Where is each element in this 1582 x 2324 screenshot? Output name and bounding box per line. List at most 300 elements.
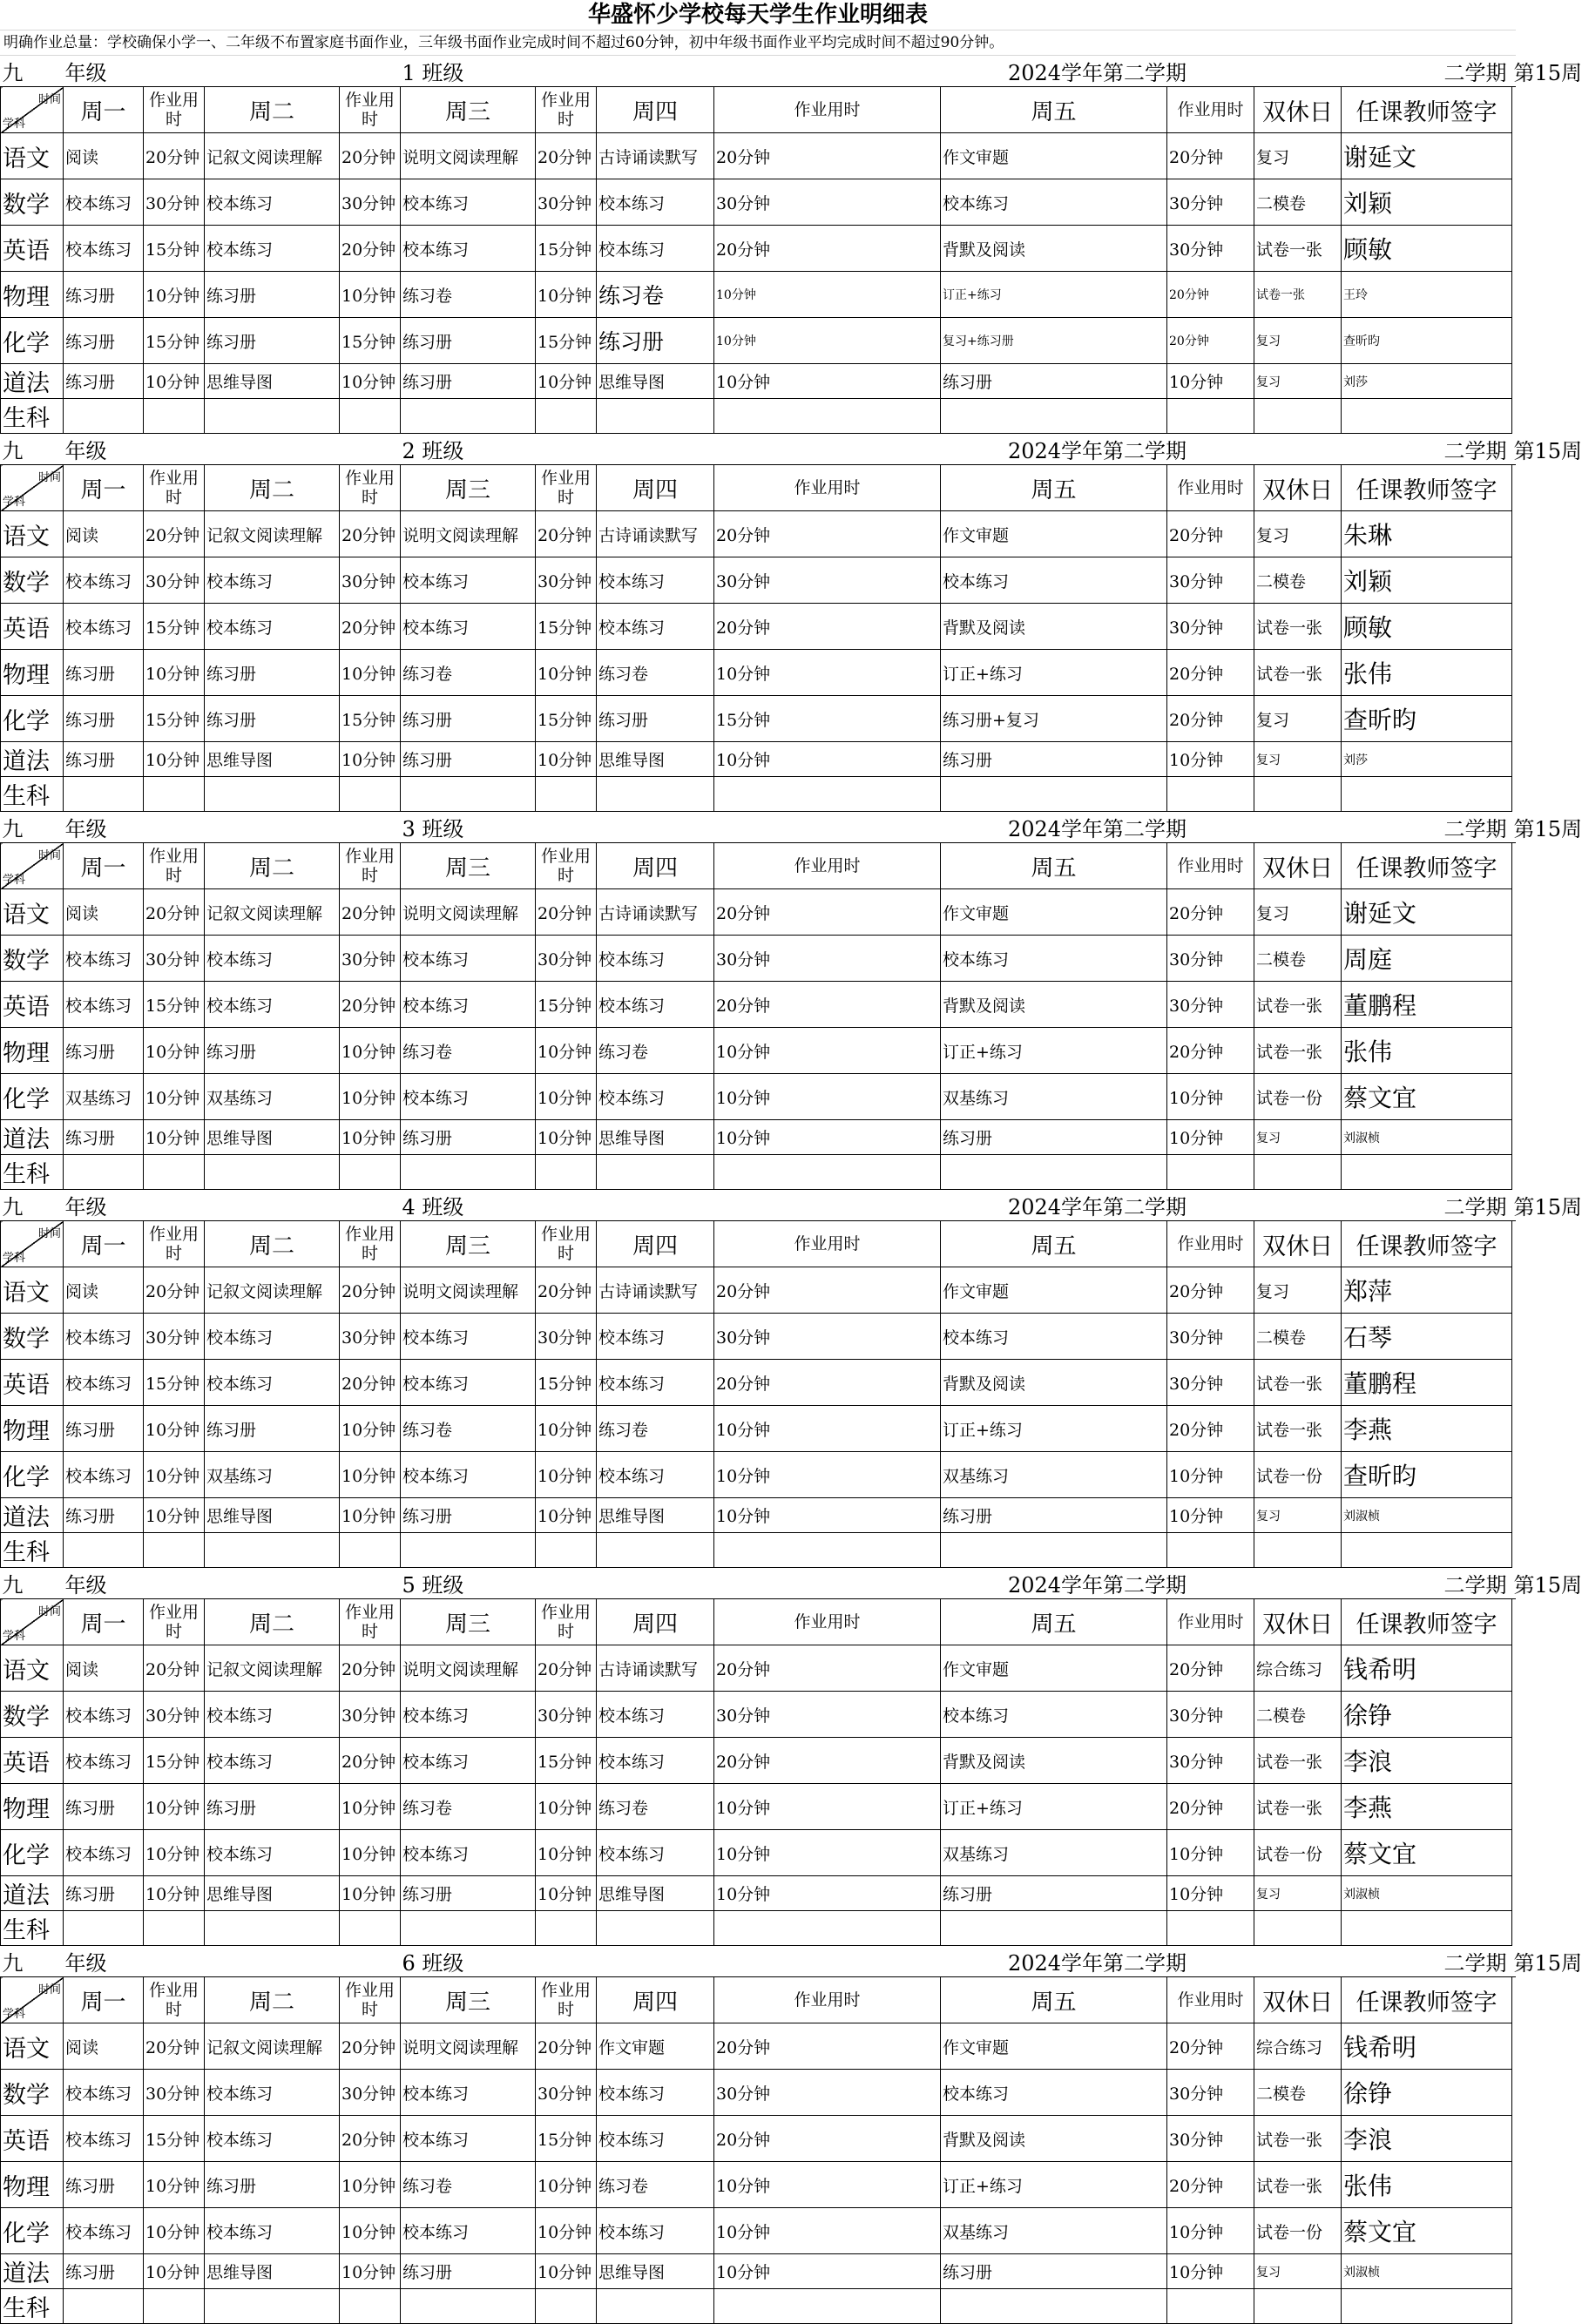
weekend-task: 试卷一张	[1254, 2162, 1342, 2208]
wed-task: 校本练习	[401, 1360, 536, 1406]
weekend-task: 复习	[1254, 1267, 1342, 1314]
fri-time: 20分钟	[1167, 511, 1254, 557]
wed-task: 校本练习	[401, 226, 536, 272]
tue-task: 校本练习	[205, 2070, 340, 2116]
header-hw-time: 作业用时	[714, 843, 941, 889]
grade-word: 年级	[64, 56, 144, 87]
class-table	[0, 1568, 1582, 1946]
thu-time: 10分钟	[714, 742, 941, 777]
mon-time	[144, 2289, 205, 2324]
fri-time: 10分钟	[1167, 364, 1254, 399]
wed-task: 校本练习	[401, 2070, 536, 2116]
tue-task: 双基练习	[205, 1452, 340, 1498]
fri-task: 练习册	[941, 1120, 1167, 1155]
teacher-sign: 李燕	[1342, 1406, 1512, 1452]
subject-name: 数学	[1, 936, 64, 982]
teacher-sign: 张伟	[1342, 650, 1512, 696]
teacher-sign: 谢延文	[1342, 133, 1512, 179]
teacher-sign: 刘颖	[1342, 557, 1512, 604]
mon-task: 校本练习	[64, 557, 144, 604]
mon-time: 20分钟	[144, 133, 205, 179]
tue-time: 10分钟	[340, 2162, 401, 2208]
subject-row	[1, 1876, 1517, 1911]
mon-task: 校本练习	[64, 1360, 144, 1406]
fri-time: 20分钟	[1167, 318, 1254, 364]
weekend-task: 二模卷	[1254, 2070, 1342, 2116]
wed-task: 校本练习	[401, 179, 536, 226]
subject-row	[1, 2254, 1517, 2289]
header-thu: 周四	[597, 843, 714, 889]
header-thu: 周四	[597, 465, 714, 511]
mon-task: 校本练习	[64, 1452, 144, 1498]
subject-name: 英语	[1, 2116, 64, 2162]
weekend-task: 复习	[1254, 742, 1342, 777]
wed-task	[401, 2289, 536, 2324]
mon-task: 校本练习	[64, 936, 144, 982]
weekend-task: 复习	[1254, 1876, 1342, 1911]
thu-time: 20分钟	[714, 1360, 941, 1406]
tue-time	[340, 777, 401, 812]
class-label: 2 班级	[401, 434, 597, 465]
thu-task: 练习卷	[597, 1406, 714, 1452]
wed-time	[536, 777, 597, 812]
subject-row	[1, 1784, 1517, 1830]
subject-name: 物理	[1, 2162, 64, 2208]
wed-task: 练习卷	[401, 272, 536, 318]
teacher-sign: 刘颖	[1342, 179, 1512, 226]
wed-task: 校本练习	[401, 2116, 536, 2162]
class-label: 5 班级	[401, 1568, 597, 1599]
tue-time	[340, 1155, 401, 1190]
mon-task	[64, 1155, 144, 1190]
thu-task: 思维导图	[597, 364, 714, 399]
corner-time: 时间	[37, 93, 61, 106]
mon-time: 15分钟	[144, 318, 205, 364]
mon-task: 练习册	[64, 2162, 144, 2208]
fri-task: 校本练习	[941, 1314, 1167, 1360]
subject-row	[1, 272, 1517, 318]
tue-time: 20分钟	[340, 511, 401, 557]
header-teacher-sign: 任课教师签字	[1342, 1599, 1512, 1645]
thu-task: 校本练习	[597, 226, 714, 272]
thu-task: 校本练习	[597, 1692, 714, 1738]
header-hw-time: 作业用时	[340, 1977, 401, 2023]
corner-subject: 学科	[3, 874, 26, 887]
weekend-task: 二模卷	[1254, 936, 1342, 982]
tue-task: 校本练习	[205, 2116, 340, 2162]
wed-time: 10分钟	[536, 2254, 597, 2289]
wed-time: 30分钟	[536, 1314, 597, 1360]
fri-time: 30分钟	[1167, 1314, 1254, 1360]
thu-time: 20分钟	[714, 1645, 941, 1692]
thu-time: 10分钟	[714, 1452, 941, 1498]
thu-task: 练习卷	[597, 272, 714, 318]
thu-task: 古诗诵读默写	[597, 133, 714, 179]
header-fri: 周五	[941, 1599, 1167, 1645]
thu-task: 练习卷	[597, 1028, 714, 1074]
thu-task: 古诗诵读默写	[597, 1645, 714, 1692]
thu-time: 10分钟	[714, 364, 941, 399]
wed-time: 30分钟	[536, 557, 597, 604]
tue-task: 练习册	[205, 696, 340, 742]
weekend-task: 复习	[1254, 1120, 1342, 1155]
wed-time: 15分钟	[536, 226, 597, 272]
weekend-task: 复习	[1254, 133, 1342, 179]
subject-row	[1, 1314, 1517, 1360]
teacher-sign: 徐铮	[1342, 1692, 1512, 1738]
thu-time: 20分钟	[714, 1738, 941, 1784]
mon-task: 校本练习	[64, 179, 144, 226]
wed-task: 练习册	[401, 2254, 536, 2289]
tue-time	[340, 1911, 401, 1946]
thu-time: 10分钟	[714, 1074, 941, 1120]
header-hw-time: 作业用时	[340, 843, 401, 889]
mon-time: 10分钟	[144, 364, 205, 399]
mon-time	[144, 777, 205, 812]
tue-task: 练习册	[205, 1028, 340, 1074]
tue-time: 10分钟	[340, 2254, 401, 2289]
subject-row	[1, 557, 1517, 604]
tue-task: 记叙文阅读理解	[205, 1267, 340, 1314]
weekend-task	[1254, 2289, 1342, 2324]
wed-time: 10分钟	[536, 2162, 597, 2208]
thu-task: 古诗诵读默写	[597, 511, 714, 557]
header-wed: 周三	[401, 1221, 536, 1267]
tue-time: 30分钟	[340, 1692, 401, 1738]
thu-time: 15分钟	[714, 696, 941, 742]
grade-word: 年级	[64, 1946, 144, 1977]
thu-time: 20分钟	[714, 2023, 941, 2070]
subject-name: 生科	[1, 2289, 64, 2324]
tue-time: 10分钟	[340, 1498, 401, 1533]
fri-time: 30分钟	[1167, 604, 1254, 650]
thu-task: 练习卷	[597, 2162, 714, 2208]
fri-time: 10分钟	[1167, 1452, 1254, 1498]
subject-name: 语文	[1, 133, 64, 179]
year-term: 2024学年第二学期	[941, 812, 1254, 843]
wed-time: 10分钟	[536, 2208, 597, 2254]
thu-task	[597, 1155, 714, 1190]
class-table	[0, 812, 1582, 1190]
mon-task: 练习册	[64, 364, 144, 399]
header-hw-time: 作业用时	[714, 1599, 941, 1645]
weekend-task: 复习	[1254, 696, 1342, 742]
subject-row	[1, 511, 1517, 557]
mon-time: 10分钟	[144, 2162, 205, 2208]
mon-time: 10分钟	[144, 650, 205, 696]
tue-task	[205, 777, 340, 812]
weekend-task: 试卷一张	[1254, 982, 1342, 1028]
wed-time: 20分钟	[536, 2023, 597, 2070]
corner-subject: 学科	[3, 496, 26, 509]
header-hw-time: 作业用时	[340, 1599, 401, 1645]
fri-time: 10分钟	[1167, 1876, 1254, 1911]
tue-time: 10分钟	[340, 1784, 401, 1830]
wed-task: 练习册	[401, 1498, 536, 1533]
fri-task: 订正+练习	[941, 272, 1167, 318]
subject-name: 道法	[1, 742, 64, 777]
fri-time: 10分钟	[1167, 2254, 1254, 2289]
wed-task: 校本练习	[401, 982, 536, 1028]
header-tue: 周二	[205, 87, 340, 133]
subject-row	[1, 2070, 1517, 2116]
header-hw-time: 作业用时	[340, 1221, 401, 1267]
fri-task	[941, 2289, 1167, 2324]
subject-row	[1, 1452, 1517, 1498]
mon-task: 校本练习	[64, 604, 144, 650]
corner-time: 时间	[37, 1983, 61, 1996]
fri-task: 校本练习	[941, 179, 1167, 226]
teacher-sign: 朱琳	[1342, 511, 1512, 557]
thu-time	[714, 1911, 941, 1946]
fri-task: 背默及阅读	[941, 2116, 1167, 2162]
header-weekend: 双休日	[1254, 465, 1342, 511]
weekend-task: 二模卷	[1254, 1314, 1342, 1360]
thu-time: 30分钟	[714, 2070, 941, 2116]
wed-time: 10分钟	[536, 1876, 597, 1911]
weekend-task: 二模卷	[1254, 1692, 1342, 1738]
thu-task: 思维导图	[597, 1120, 714, 1155]
fri-task: 双基练习	[941, 2208, 1167, 2254]
thu-time	[714, 399, 941, 434]
subject-row	[1, 777, 1517, 812]
subject-name: 物理	[1, 1028, 64, 1074]
tue-time: 30分钟	[340, 2070, 401, 2116]
tue-task: 练习册	[205, 272, 340, 318]
mon-time	[144, 1155, 205, 1190]
thu-task: 校本练习	[597, 1738, 714, 1784]
mon-time: 10分钟	[144, 1830, 205, 1876]
teacher-sign: 顾敏	[1342, 226, 1512, 272]
subject-name: 物理	[1, 272, 64, 318]
tue-task: 练习册	[205, 1784, 340, 1830]
header-thu: 周四	[597, 87, 714, 133]
header-fri: 周五	[941, 1221, 1167, 1267]
mon-task: 校本练习	[64, 982, 144, 1028]
header-hw-time: 作业用时	[1167, 1977, 1254, 2023]
wed-task: 校本练习	[401, 1314, 536, 1360]
thu-time: 10分钟	[714, 1876, 941, 1911]
wed-task: 校本练习	[401, 1692, 536, 1738]
wed-task: 练习册	[401, 318, 536, 364]
header-mon: 周一	[64, 1221, 144, 1267]
thu-task: 校本练习	[597, 1314, 714, 1360]
mon-time: 20分钟	[144, 511, 205, 557]
wed-task: 练习卷	[401, 1406, 536, 1452]
wed-time: 20分钟	[536, 889, 597, 936]
class-blocks	[0, 56, 1582, 2324]
wed-time: 10分钟	[536, 1452, 597, 1498]
wed-task: 校本练习	[401, 1738, 536, 1784]
fri-time: 20分钟	[1167, 272, 1254, 318]
subject-name: 化学	[1, 1830, 64, 1876]
policy-note: 明确作业总量：学校确保小学一、二年级不布置家庭书面作业，三年级书面作业完成时间不超过60分钟，初中年级书面作业平均完成时间不超过90分钟。	[0, 30, 1516, 56]
thu-task: 练习册	[597, 318, 714, 364]
thu-time: 10分钟	[714, 1120, 941, 1155]
tue-task: 双基练习	[205, 1074, 340, 1120]
header-wed: 周三	[401, 1977, 536, 2023]
corner-time: 时间	[37, 1227, 61, 1240]
tue-time: 10分钟	[340, 1028, 401, 1074]
header-teacher-sign: 任课教师签字	[1342, 1977, 1512, 2023]
fri-time: 20分钟	[1167, 1406, 1254, 1452]
subject-name: 英语	[1, 1360, 64, 1406]
wed-time: 10分钟	[536, 1028, 597, 1074]
corner-subject: 学科	[3, 1630, 26, 1643]
subject-name: 语文	[1, 889, 64, 936]
wed-time	[536, 2289, 597, 2324]
thu-time: 30分钟	[714, 936, 941, 982]
fri-time: 20分钟	[1167, 650, 1254, 696]
fri-task: 练习册	[941, 1876, 1167, 1911]
tue-time: 10分钟	[340, 1120, 401, 1155]
wed-time: 10分钟	[536, 1498, 597, 1533]
header-hw-time: 作业用时	[1167, 1221, 1254, 1267]
subject-row	[1, 936, 1517, 982]
weekend-task: 试卷一张	[1254, 1028, 1342, 1074]
tue-time: 20分钟	[340, 1738, 401, 1784]
grade-value: 九	[1, 812, 64, 843]
subject-row	[1, 982, 1517, 1028]
fri-time	[1167, 1533, 1254, 1568]
fri-task: 订正+练习	[941, 1784, 1167, 1830]
tue-time	[340, 2289, 401, 2324]
corner-cell	[1, 1221, 64, 1267]
mon-task	[64, 777, 144, 812]
fri-task: 作文审题	[941, 1267, 1167, 1314]
mon-time: 10分钟	[144, 1452, 205, 1498]
thu-time: 10分钟	[714, 1028, 941, 1074]
header-thu: 周四	[597, 1977, 714, 2023]
tue-task	[205, 1155, 340, 1190]
tue-time: 30分钟	[340, 1314, 401, 1360]
tue-task	[205, 2289, 340, 2324]
thu-time: 20分钟	[714, 604, 941, 650]
weekend-task: 复习	[1254, 889, 1342, 936]
thu-time: 30分钟	[714, 1692, 941, 1738]
header-fri: 周五	[941, 1977, 1167, 2023]
subject-row	[1, 650, 1517, 696]
fri-task: 背默及阅读	[941, 1360, 1167, 1406]
subject-row	[1, 133, 1517, 179]
wed-task: 练习卷	[401, 650, 536, 696]
wed-time: 30分钟	[536, 936, 597, 982]
mon-time: 30分钟	[144, 179, 205, 226]
mon-time: 30分钟	[144, 2070, 205, 2116]
grade-value: 九	[1, 434, 64, 465]
mon-task: 练习册	[64, 1406, 144, 1452]
wed-time	[536, 1911, 597, 1946]
fri-task: 双基练习	[941, 1830, 1167, 1876]
teacher-sign: 刘淑桢	[1342, 1498, 1512, 1533]
header-hw-time: 作业用时	[536, 1599, 597, 1645]
fri-time: 10分钟	[1167, 1830, 1254, 1876]
thu-time: 10分钟	[714, 2208, 941, 2254]
mon-time: 30分钟	[144, 1692, 205, 1738]
header-tue: 周二	[205, 1977, 340, 2023]
thu-task: 思维导图	[597, 1876, 714, 1911]
tue-task: 校本练习	[205, 1692, 340, 1738]
weekend-task: 试卷一张	[1254, 650, 1342, 696]
weekend-task: 试卷一张	[1254, 2116, 1342, 2162]
fri-task: 练习册	[941, 364, 1167, 399]
fri-task	[941, 777, 1167, 812]
tue-task: 校本练习	[205, 936, 340, 982]
corner-cell	[1, 1977, 64, 2023]
mon-task	[64, 1911, 144, 1946]
mon-task: 校本练习	[64, 1314, 144, 1360]
subject-row	[1, 318, 1517, 364]
corner-time: 时间	[37, 471, 61, 484]
subject-name: 数学	[1, 179, 64, 226]
mon-time	[144, 399, 205, 434]
tue-task: 校本练习	[205, 1314, 340, 1360]
mon-task: 阅读	[64, 889, 144, 936]
wed-task: 校本练习	[401, 2208, 536, 2254]
tue-task: 练习册	[205, 318, 340, 364]
thu-time	[714, 1533, 941, 1568]
header-hw-time: 作业用时	[536, 87, 597, 133]
tue-task: 思维导图	[205, 1120, 340, 1155]
mon-task: 校本练习	[64, 2208, 144, 2254]
thu-task: 校本练习	[597, 936, 714, 982]
subject-row	[1, 1738, 1517, 1784]
fri-task: 作文审题	[941, 133, 1167, 179]
mon-task: 阅读	[64, 2023, 144, 2070]
teacher-sign: 查昕昀	[1342, 696, 1512, 742]
thu-time: 10分钟	[714, 1830, 941, 1876]
thu-task	[597, 1533, 714, 1568]
fri-task	[941, 399, 1167, 434]
tue-task: 记叙文阅读理解	[205, 133, 340, 179]
class-label: 6 班级	[401, 1946, 597, 1977]
header-teacher-sign: 任课教师签字	[1342, 843, 1512, 889]
corner-subject: 学科	[3, 118, 26, 131]
subject-row	[1, 889, 1517, 936]
thu-time: 10分钟	[714, 2254, 941, 2289]
teacher-sign: 董鹏程	[1342, 982, 1512, 1028]
wed-time: 15分钟	[536, 2116, 597, 2162]
tue-task: 思维导图	[205, 2254, 340, 2289]
thu-task: 思维导图	[597, 2254, 714, 2289]
teacher-sign: 徐铮	[1342, 2070, 1512, 2116]
header-wed: 周三	[401, 465, 536, 511]
mon-time: 10分钟	[144, 1074, 205, 1120]
tue-task: 校本练习	[205, 2208, 340, 2254]
header-tue: 周二	[205, 1221, 340, 1267]
subject-row	[1, 696, 1517, 742]
weekend-task	[1254, 399, 1342, 434]
tue-time: 15分钟	[340, 696, 401, 742]
weekend-task: 试卷一张	[1254, 1406, 1342, 1452]
tue-time: 20分钟	[340, 982, 401, 1028]
tue-time: 20分钟	[340, 1645, 401, 1692]
weekend-task: 试卷一张	[1254, 1784, 1342, 1830]
fri-task	[941, 1155, 1167, 1190]
tue-task: 练习册	[205, 2162, 340, 2208]
fri-time: 30分钟	[1167, 2070, 1254, 2116]
subject-name: 道法	[1, 364, 64, 399]
teacher-sign	[1342, 1533, 1512, 1568]
subject-name: 物理	[1, 1406, 64, 1452]
tue-time: 20分钟	[340, 226, 401, 272]
header-mon: 周一	[64, 1977, 144, 2023]
corner-cell	[1, 1599, 64, 1645]
tue-time: 15分钟	[340, 318, 401, 364]
mon-time: 30分钟	[144, 557, 205, 604]
fri-task: 背默及阅读	[941, 226, 1167, 272]
fri-time: 30分钟	[1167, 982, 1254, 1028]
